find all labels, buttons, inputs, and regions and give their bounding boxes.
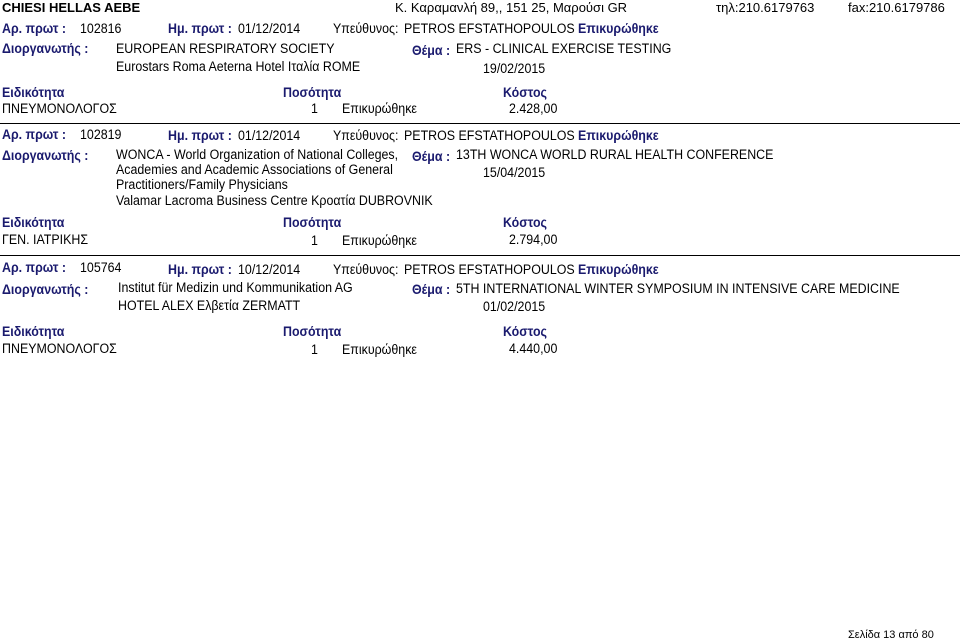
quantity-label: Ποσότητα (283, 85, 342, 100)
specialty-value: ΠΝΕΥΜΟΝΟΛΟΓΟΣ (2, 101, 117, 116)
subject-label: Θέμα : (412, 149, 451, 164)
responsible-value: PETROS EFSTATHOPOULOS (404, 262, 575, 277)
page-counter: Σελίδα 13 από 80 (848, 629, 934, 641)
subject-label: Θέμα : (412, 43, 451, 58)
subject-value: 13TH WONCA WORLD RURAL HEALTH CONFERENCE (456, 147, 774, 162)
subject-value: ERS - CLINICAL EXERCISE TESTING (456, 41, 672, 56)
responsible-label: Υπεύθυνος: (333, 21, 399, 36)
responsible-value: PETROS EFSTATHOPOULOS (404, 128, 575, 143)
event-date: 01/02/2015 (483, 299, 546, 314)
im-prot-value: 10/12/2014 (238, 262, 301, 277)
status-value: Επικυρώθηκε (342, 101, 417, 116)
cost-label: Κόστος (503, 324, 548, 339)
organizer-line: Valamar Lacroma Business Centre Κροατία DUBROVNIK (116, 193, 433, 208)
event-date: 15/04/2015 (483, 165, 546, 180)
status-heading: Επικυρώθηκε (578, 262, 659, 277)
company-name: CHIESI HELLAS AEBE (2, 0, 141, 15)
quantity-label: Ποσότητα (283, 215, 342, 230)
organizer-line: EUROPEAN RESPIRATORY SOCIETY (116, 41, 335, 56)
specialty-value: ΠΝΕΥΜΟΝΟΛΟΓΟΣ (2, 341, 117, 356)
ar-prot-label: Αρ. πρωτ : (2, 260, 67, 275)
organizer-label: Διοργανωτής : (2, 148, 89, 163)
organizer-label: Διοργανωτής : (2, 41, 89, 56)
cost-value: 4.440,00 (509, 341, 558, 356)
im-prot-value: 01/12/2014 (238, 128, 301, 143)
ar-prot-value: 102816 (80, 21, 122, 36)
im-prot-label: Ημ. πρωτ : (168, 21, 232, 36)
responsible-label: Υπεύθυνος: (333, 128, 399, 143)
responsible-label: Υπεύθυνος: (333, 262, 399, 277)
quantity-value: 1 (311, 342, 318, 357)
cost-label: Κόστος (503, 85, 548, 100)
quantity-label: Ποσότητα (283, 324, 342, 339)
specialty-label: Ειδικότητα (2, 215, 65, 230)
company-fax: fax:210.6179786 (848, 0, 945, 15)
specialty-value: ΓΕΝ. ΙΑΤΡΙΚΗΣ (2, 232, 89, 247)
im-prot-label: Ημ. πρωτ : (168, 128, 232, 143)
cost-label: Κόστος (503, 215, 548, 230)
company-address: Κ. Καραμανλή 89,, 151 25, Μαρούσι GR (395, 0, 628, 15)
event-date: 19/02/2015 (483, 61, 546, 76)
organizer-line: HOTEL ALEX Ελβετία ZERMATT (118, 298, 301, 313)
specialty-label: Ειδικότητα (2, 85, 65, 100)
organizer-label: Διοργανωτής : (2, 282, 89, 297)
subject-value: 5TH INTERNATIONAL WINTER SYMPOSIUM IN INTENSIVE CARE MEDICINE (456, 281, 900, 296)
status-heading: Επικυρώθηκε (578, 21, 659, 36)
quantity-value: 1 (311, 101, 318, 116)
ar-prot-label: Αρ. πρωτ : (2, 21, 67, 36)
organizer-line: Institut für Medizin und Kommunikation AG (118, 280, 353, 295)
company-phone: τηλ:210.6179763 (716, 0, 815, 15)
ar-prot-value: 105764 (80, 260, 122, 275)
responsible-value: PETROS EFSTATHOPOULOS (404, 21, 575, 36)
status-value: Επικυρώθηκε (342, 233, 417, 248)
im-prot-value: 01/12/2014 (238, 21, 301, 36)
status-value: Επικυρώθηκε (342, 342, 417, 357)
organizer-line: Practitioners/Family Physicians (116, 177, 288, 192)
specialty-label: Ειδικότητα (2, 324, 65, 339)
subject-label: Θέμα : (412, 282, 451, 297)
cost-value: 2.794,00 (509, 232, 558, 247)
record-divider (0, 255, 960, 256)
quantity-value: 1 (311, 233, 318, 248)
ar-prot-label: Αρ. πρωτ : (2, 127, 67, 142)
organizer-line: Academies and Academic Associations of General (116, 162, 393, 177)
ar-prot-value: 102819 (80, 127, 122, 142)
record-divider (0, 123, 960, 124)
status-heading: Επικυρώθηκε (578, 128, 659, 143)
organizer-line: Eurostars Roma Aeterna Hotel Ιταλία ROME (116, 59, 361, 74)
im-prot-label: Ημ. πρωτ : (168, 262, 232, 277)
organizer-line: WONCA - World Organization of National Colleges, (116, 147, 399, 162)
cost-value: 2.428,00 (509, 101, 558, 116)
